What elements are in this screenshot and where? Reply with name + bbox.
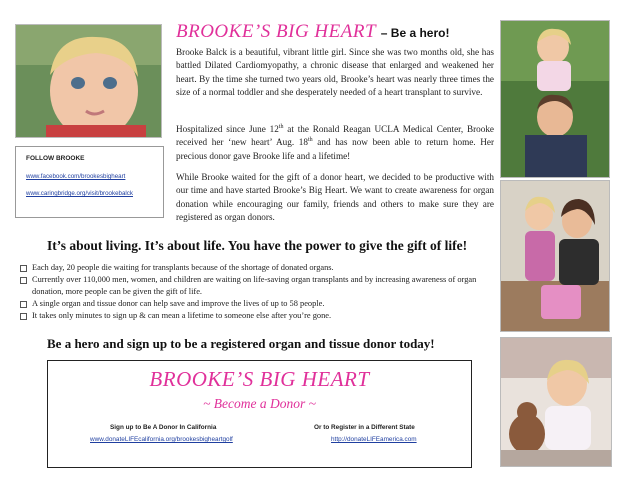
california-donor-link[interactable]: www.donateLIFEcalifornia.org/brookesbigheartgolf xyxy=(90,436,233,443)
mother-and-daughter-photo xyxy=(500,180,610,332)
list-item xyxy=(20,262,490,274)
donor-box-title: BROOKE’S BIG HEART xyxy=(149,367,370,391)
fact-text: Each day, 20 people die waiting for transplants because of the shortage of donated organs. xyxy=(32,263,334,272)
follow-brooke-box xyxy=(15,146,164,218)
caringbridge-link[interactable]: www.caringbridge.org/visit/brookebalck xyxy=(26,190,133,197)
headline: It’s about living. It’s about life. You have the power to give the gift of life! xyxy=(47,238,468,253)
donate-life-america-link[interactable]: http://donateLIFEamerica.com xyxy=(331,436,417,443)
fact-text: Currently over 110,000 men, women, and children are waiting on life-saving organ transplants and by increasing awareness of organ donation, more people can be given the gift of life. xyxy=(32,275,477,296)
list-item xyxy=(20,274,490,298)
checkbox-bullet-icon xyxy=(20,301,27,308)
call-to-action: Be a hero and sign up to be a registered organ and tissue donor today! xyxy=(47,336,435,351)
story-paragraph-3: While Brooke waited for the gift of a donor heart, we decided to be productive with our time and have started Brooke’s Big Heart. We want to create awareness for organ donation while encouraging our family, friends and others to make sure they are registered as organ donors. xyxy=(176,172,494,223)
facebook-link[interactable]: www.facebook.com/brookesbigheart xyxy=(26,173,126,180)
donor-box-subtitle: ~ Become a Donor ~ xyxy=(203,396,316,411)
story-paragraph-1: Brooke Balck is a beautiful, vibrant little girl. Since she was two months old, she has battled Dilated Cardiomyopathy, a chronic disease that enlarged and weakened her heart. By the time she turned two years old, Brooke’s heart was nearly three times the size of a normal toddler and she desperately needed of a heart transplant to survive. xyxy=(176,47,494,98)
father-and-daughter-photo xyxy=(500,20,610,178)
follow-title: FOLLOW BROOKE xyxy=(26,155,85,162)
story-paragraph-2-part-c: and has now been able to return home. Her precious donor gave Brooke life and a lifetime! xyxy=(176,137,495,161)
california-label: Sign up to Be A Donor In California xyxy=(110,424,217,431)
brooke-with-toy-photo xyxy=(500,337,612,467)
story-paragraph-2-part-b: at the Ronald Reagan UCLA Medical Center, Brooke received her ‘new heart’ Aug. 18 xyxy=(176,124,495,148)
story-paragraph-2-part-a: Hospitalized since June 12 xyxy=(176,124,279,134)
fact-text: A single organ and tissue donor can help save and improve the lives of up to 58 people. xyxy=(32,299,325,308)
list-item xyxy=(20,298,490,310)
brooke-portrait-photo xyxy=(15,24,162,138)
title-text: BROOKE’S BIG HEART xyxy=(176,21,377,42)
ordinal-suffix: th xyxy=(278,123,284,130)
facts-list xyxy=(20,262,490,322)
checkbox-bullet-icon xyxy=(20,313,27,320)
ordinal-suffix: th xyxy=(307,137,313,144)
become-donor-box xyxy=(47,360,472,468)
other-state-label: Or to Register in a Different State xyxy=(314,424,415,431)
fact-text: It takes only minutes to sign up & can mean a lifetime to someone else after you’re gone. xyxy=(32,311,332,320)
checkbox-bullet-icon xyxy=(20,265,27,272)
list-item xyxy=(20,310,490,322)
title-tagline: – Be a hero! xyxy=(380,26,450,40)
story-paragraph-2 xyxy=(176,123,494,163)
checkbox-bullet-icon xyxy=(20,277,27,284)
page-title xyxy=(176,21,449,43)
